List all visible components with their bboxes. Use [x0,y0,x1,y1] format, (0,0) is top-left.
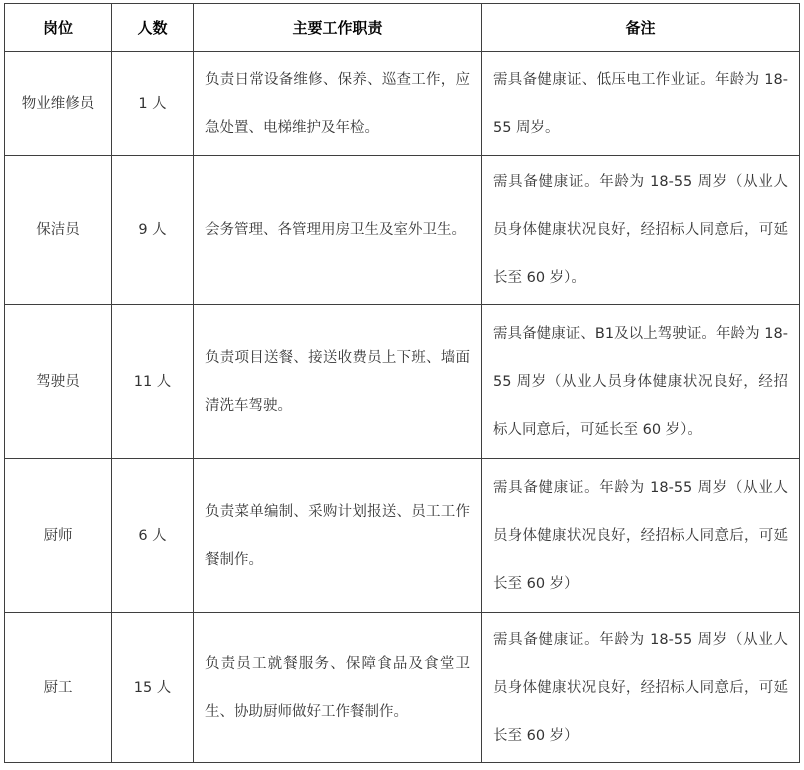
notes-cell: 需具备健康证。年龄为 18-55 周岁（从业人员身体健康状况良好，经招标人同意后，可延长至 60 岁） [482,459,800,613]
table-row [5,52,800,156]
table-row [5,156,800,305]
notes-cell: 需具备健康证、低压电工作业证。年龄为 18-55 周岁。 [482,52,800,156]
column-header-notes: 备注 [482,4,800,52]
column-header-count: 人数 [112,4,194,52]
count-cell: 9 人 [112,156,194,305]
notes-cell: 需具备健康证。年龄为 18-55 周岁（从业人员身体健康状况良好，经招标人同意后，可延长至 60 岁）。 [482,156,800,305]
table-row [5,613,800,763]
position-cell: 厨工 [5,613,112,763]
position-cell: 厨师 [5,459,112,613]
job-positions-table [4,3,800,763]
position-cell: 驾驶员 [5,305,112,459]
count-cell: 6 人 [112,459,194,613]
duties-cell: 会务管理、各管理用房卫生及室外卫生。 [194,156,482,305]
position-cell: 保洁员 [5,156,112,305]
duties-cell: 负责项目送餐、接送收费员上下班、墙面清洗车驾驶。 [194,305,482,459]
header-row [5,4,800,52]
duties-cell: 负责菜单编制、采购计划报送、员工工作餐制作。 [194,459,482,613]
count-cell: 15 人 [112,613,194,763]
column-header-duties: 主要工作职责 [194,4,482,52]
notes-cell: 需具备健康证、B1及以上驾驶证。年龄为 18-55 周岁（从业人员身体健康状况良好，经招标人同意后，可延长至 60 岁）。 [482,305,800,459]
count-cell: 11 人 [112,305,194,459]
duties-cell: 负责日常设备维修、保养、巡查工作，应急处置、电梯维护及年检。 [194,52,482,156]
table-row [5,459,800,613]
position-cell: 物业维修员 [5,52,112,156]
column-header-position: 岗位 [5,4,112,52]
notes-cell: 需具备健康证。年龄为 18-55 周岁（从业人员身体健康状况良好，经招标人同意后，可延长至 60 岁） [482,613,800,763]
table-row [5,305,800,459]
duties-cell: 负责员工就餐服务、保障食品及食堂卫生、协助厨师做好工作餐制作。 [194,613,482,763]
count-cell: 1 人 [112,52,194,156]
